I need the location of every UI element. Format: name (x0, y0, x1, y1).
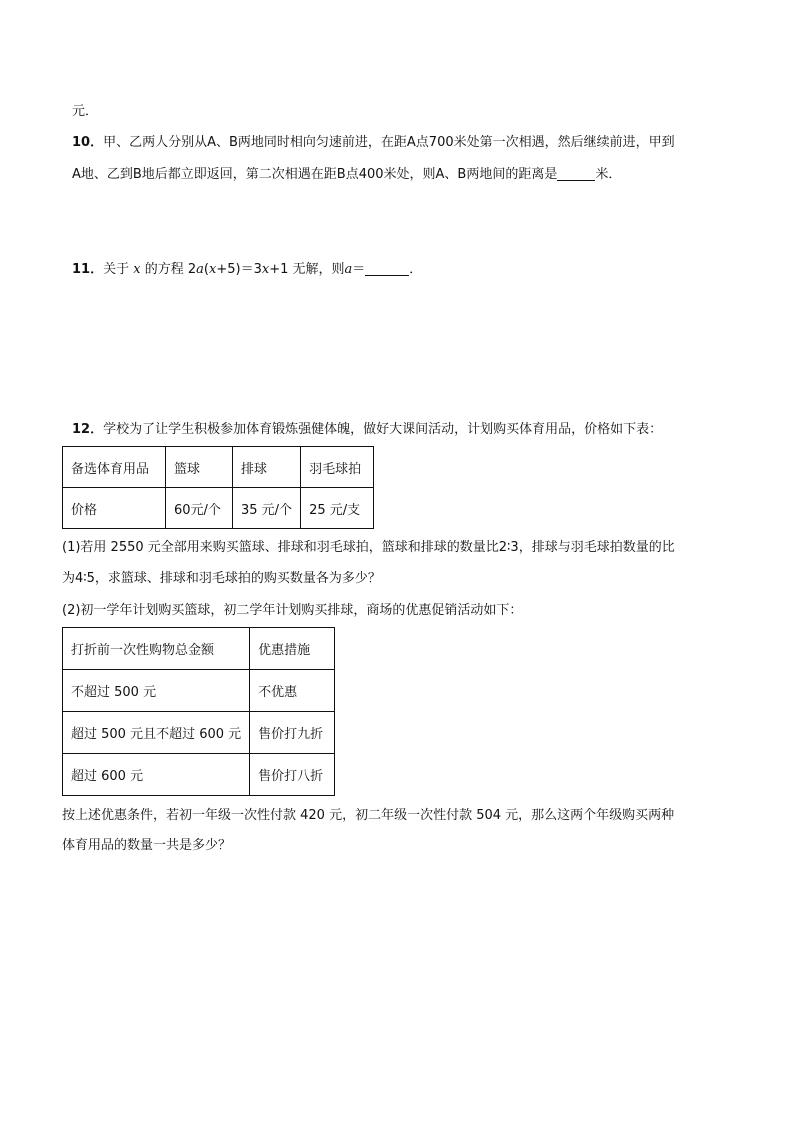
table-cell: 备选体育用品 (63, 447, 166, 488)
top-fragment: 元． (72, 104, 99, 119)
question-11 (72, 260, 422, 280)
answer-blank-11[interactable] (365, 261, 409, 276)
table-cell: 优惠措施 (250, 628, 335, 670)
table-cell: 价格 (63, 488, 166, 529)
question-12-text: 学校为了让学生积极参加体育锻炼强健体魄，做好大课间活动，计划购买体育用品，价格如下表： (103, 422, 663, 437)
table-cell: 60元/个 (166, 488, 233, 529)
table-row (63, 628, 335, 670)
q11-var-x: x (261, 262, 270, 277)
question-12-part-1-line-1: (1)若用 2550 元全部用来购买篮球、排球和羽毛球拍，篮球和排球的数量比2∶3，排球与羽毛球拍数量的比 (62, 540, 675, 555)
q11-text: +1 无解，则 (269, 262, 345, 277)
table-row (63, 754, 335, 796)
table-cell: 超过 600 元 (63, 754, 250, 796)
table-cell: 篮球 (166, 447, 233, 488)
table-cell: 排球 (233, 447, 301, 488)
table-cell: 不优惠 (250, 670, 335, 712)
q11-var-x: x (208, 262, 217, 277)
table-cell: 打折前一次性购物总金额 (63, 628, 250, 670)
table-cell: 羽毛球拍 (301, 447, 374, 488)
discount-table (62, 627, 335, 796)
question-10-text-3: 米． (595, 167, 622, 182)
question-12-part-2-line-1: (2)初一学年计划购买篮球，初二学年计划购买排球，商场的优惠促销活动如下： (62, 603, 523, 618)
answer-blank-10[interactable] (557, 166, 595, 181)
table-cell: 不超过 500 元 (63, 670, 250, 712)
q11-text: ． (409, 262, 423, 277)
table-row (63, 670, 335, 712)
question-12-part-2-line-2: 按上述优惠条件，若初一年级一次性付款 420 元，初二年级一次性付款 504 元，那么这两个年级购买两种 (62, 808, 675, 823)
price-table (62, 446, 374, 529)
q11-text: 的方程 2 (144, 262, 197, 277)
q11-var-a: a (344, 262, 353, 277)
question-12-number: 12． (72, 422, 104, 437)
question-12-intro (72, 420, 662, 440)
question-12-part-1-line-2: 为4∶5，求篮球、排球和羽毛球拍的购买数量各为多少？ (62, 571, 381, 586)
question-10-line-2 (72, 165, 621, 185)
question-10-text-1: 甲、乙两人分别从A、B两地同时相向匀速前进，在距A点700米处第一次相遇，然后继续前进，甲到 (103, 135, 675, 150)
q11-text: +5)＝3 (216, 262, 262, 277)
q11-text: ( (203, 262, 209, 277)
table-cell: 售价打九折 (250, 712, 335, 754)
question-12-part-2-line-3: 体育用品的数量一共是多少？ (62, 838, 232, 853)
question-10-number: 10． (72, 135, 104, 150)
table-cell: 超过 500 元且不超过 600 元 (63, 712, 250, 754)
table-cell: 售价打八折 (250, 754, 335, 796)
q11-text: ＝ (352, 262, 366, 277)
question-10-line-1 (72, 133, 675, 153)
question-10-text-2: A地、乙到B地后都立即返回，第二次相遇在距B点400米处，则A、B两地间的距离是 (72, 167, 558, 182)
q11-var-a: a (196, 262, 204, 277)
q11-text: 关于 (103, 262, 130, 277)
q11-var-x: x (133, 262, 141, 277)
table-cell: 25 元/支 (301, 488, 374, 529)
table-row (63, 447, 374, 488)
question-11-number: 11． (72, 262, 104, 277)
table-cell: 35 元/个 (233, 488, 301, 529)
table-row (63, 488, 374, 529)
table-row (63, 712, 335, 754)
